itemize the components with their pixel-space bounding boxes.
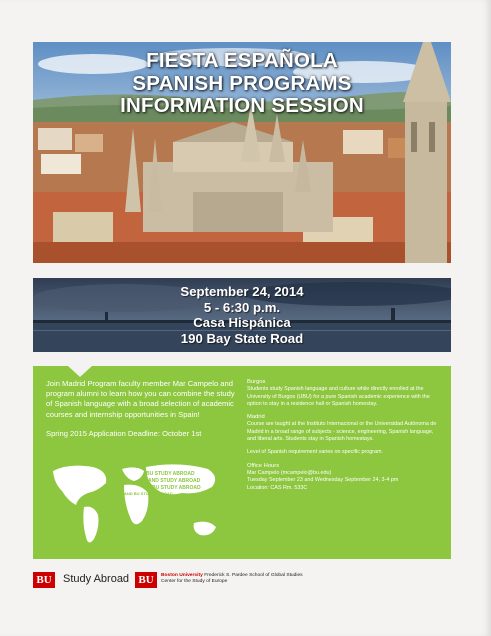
burgos-heading: Burgos (247, 379, 266, 385)
panel-notch (68, 366, 92, 377)
event-venue: Casa Hispánica (193, 315, 291, 330)
center-name: Center for the Study of Europe (161, 579, 228, 585)
intro-text: Join Madrid Program faculty member Mar Campelo and program alumni to learn how you can combine the study of Spanish language with a broad selection of academic courses and internship opportunities in Spain! (46, 379, 235, 419)
title-line-3: INFORMATION SESSION (120, 94, 364, 117)
madrid-heading: Madrid (247, 414, 265, 421)
title-line-1: FIESTA ESPAÑOLA (146, 49, 338, 72)
map-word-2: AND STUDY ABROAD (148, 478, 201, 484)
map-word-1: BU STUDY ABROAD (146, 471, 195, 477)
application-deadline: Spring 2015 Application Deadline: October 1st (46, 428, 202, 438)
map-word-4: AND BU STUDY ABROAD (124, 491, 173, 496)
office-times: Tuesday September 23 and Wednesday September 24, 3-4 pm (247, 477, 399, 484)
intro-column (46, 379, 236, 448)
event-time: 5 - 6:30 p.m. (203, 299, 281, 315)
event-date: September 24, 2014 (180, 284, 304, 299)
university-name: Boston University (161, 573, 203, 578)
event-address: 190 Bay State Road (180, 330, 304, 346)
world-map-icon (48, 461, 228, 551)
event-banner (33, 278, 451, 352)
madrid-text: Course are taught at the Instituto Internacional or the Universidad Autónoma de Madrid in a broad range of subjects - science, engineering, Spanish language, and liberal arts. Students stay in Spanish homestays. (247, 421, 437, 443)
footer-logos (33, 570, 453, 592)
title-line-2: SPANISH PROGRAMS (132, 71, 352, 95)
office-hours-heading: Office Hours (247, 462, 280, 469)
info-panel (33, 366, 451, 559)
study-abroad-label: Study Abroad (63, 573, 130, 585)
office-contact: Mar Campelo (mcampelo@bu.edu) (247, 469, 332, 476)
school-name: Frederick S. Pardee School of Global Studies (204, 573, 303, 578)
bu-logo-mark-2: BU (135, 572, 157, 588)
office-location: Location: CAS Rm. 533C (247, 484, 308, 491)
hero-title (33, 50, 451, 118)
event-details (33, 284, 451, 346)
pardee-school-logo (161, 573, 303, 585)
map-word-3: BU STUDY ABROAD (152, 485, 201, 491)
level-note: Level of Spanish requirement varies on specific program. (247, 449, 384, 456)
bu-logo-mark: BU (33, 572, 55, 588)
burgos-text: Students study Spanish language and culture while directly enrolled at the University of Burgos (UBU) for a pure Spanish academic experience with the option to stay in a residence hall or Spanish homestay. (247, 386, 430, 407)
hero-photo (33, 42, 451, 263)
details-column (247, 379, 443, 492)
